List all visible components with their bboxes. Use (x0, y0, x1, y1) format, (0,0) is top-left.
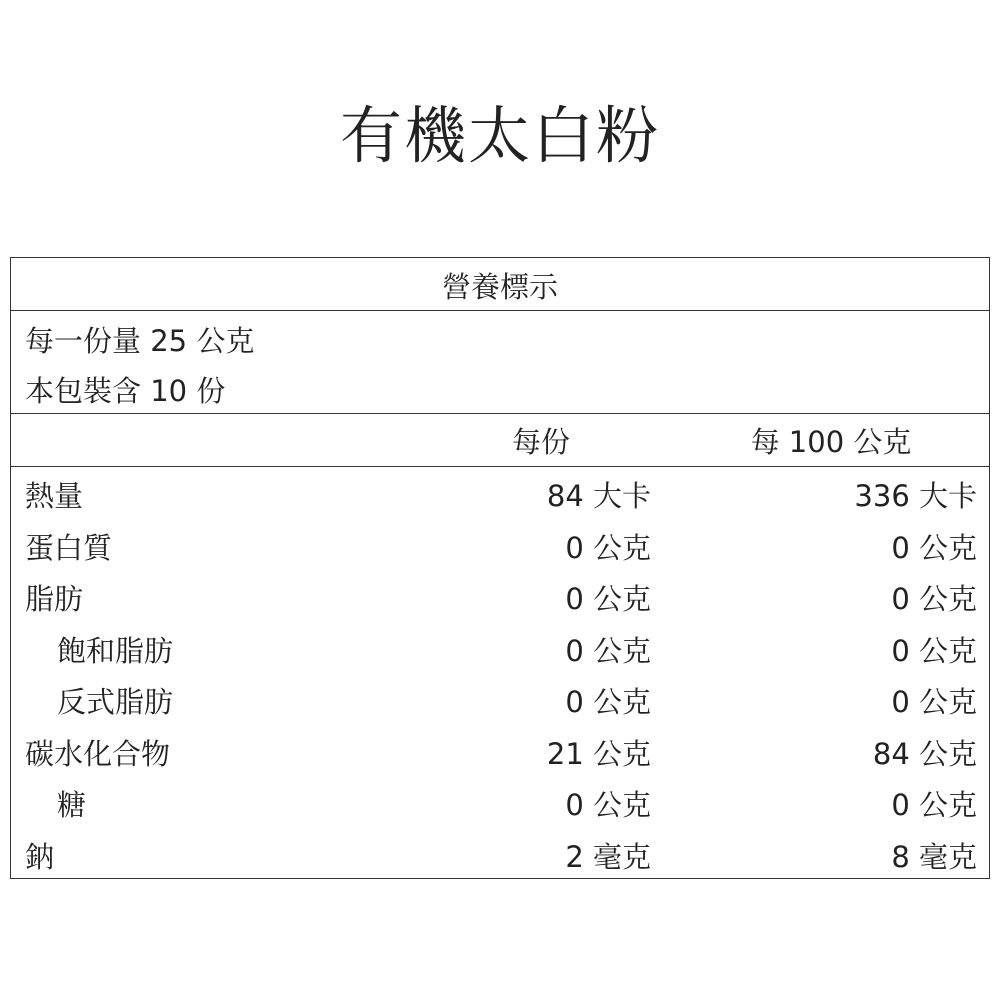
per-serving-value: 84 大卡 (546, 479, 651, 513)
per-serving-value: 0 公克 (565, 633, 651, 668)
nutrient-name: 蛋白質 (25, 530, 113, 565)
nutrient-row (11, 625, 989, 677)
nutrient-row (11, 728, 989, 780)
nutrient-name: 鈉 (25, 839, 55, 874)
nutrient-row (11, 779, 989, 831)
per-100g-value: 336 大卡 (854, 479, 977, 513)
nutrient-name: 熱量 (25, 479, 84, 513)
per-100g-value: 84 公克 (872, 736, 977, 771)
column-header-per-100g: 每 100 公克 (750, 425, 912, 459)
nutrient-name: 脂肪 (25, 582, 84, 616)
per-100g-value: 0 公克 (891, 530, 977, 565)
per-serving-value: 0 公克 (565, 788, 651, 822)
per-serving-value: 2 毫克 (565, 839, 651, 874)
nutrient-row (11, 573, 989, 625)
divider-serving (11, 413, 989, 414)
nutrition-facts-panel (10, 257, 990, 879)
nutrient-name: 碳水化合物 (25, 736, 171, 771)
divider-columns (11, 466, 989, 467)
per-serving-value: 0 公克 (565, 685, 651, 719)
nutrition-facts-heading: 營養標示 (441, 270, 558, 304)
servings-per-package: 本包裝含 10 份 (25, 374, 226, 408)
nutrient-name: 反式脂肪 (57, 685, 174, 719)
per-100g-value: 0 公克 (891, 788, 977, 822)
per-100g-value: 0 公克 (891, 685, 977, 719)
per-serving-value: 21 公克 (546, 736, 651, 771)
nutrient-name: 糖 (57, 788, 87, 822)
nutrient-row (11, 522, 989, 574)
nutrient-name: 飽和脂肪 (57, 633, 174, 668)
serving-size: 每一份量 25 公克 (25, 324, 255, 358)
nutrient-row (11, 676, 989, 728)
column-header-per-serving: 每份 (511, 425, 570, 459)
per-100g-value: 8 毫克 (891, 839, 977, 874)
product-title: 有機太白粉 (339, 99, 660, 172)
nutrient-row (11, 470, 989, 522)
per-serving-value: 0 公克 (565, 582, 651, 616)
per-serving-value: 0 公克 (565, 530, 651, 565)
per-100g-value: 0 公克 (891, 582, 977, 616)
nutrient-row (11, 831, 989, 883)
divider-heading (11, 310, 989, 311)
per-100g-value: 0 公克 (891, 633, 977, 668)
